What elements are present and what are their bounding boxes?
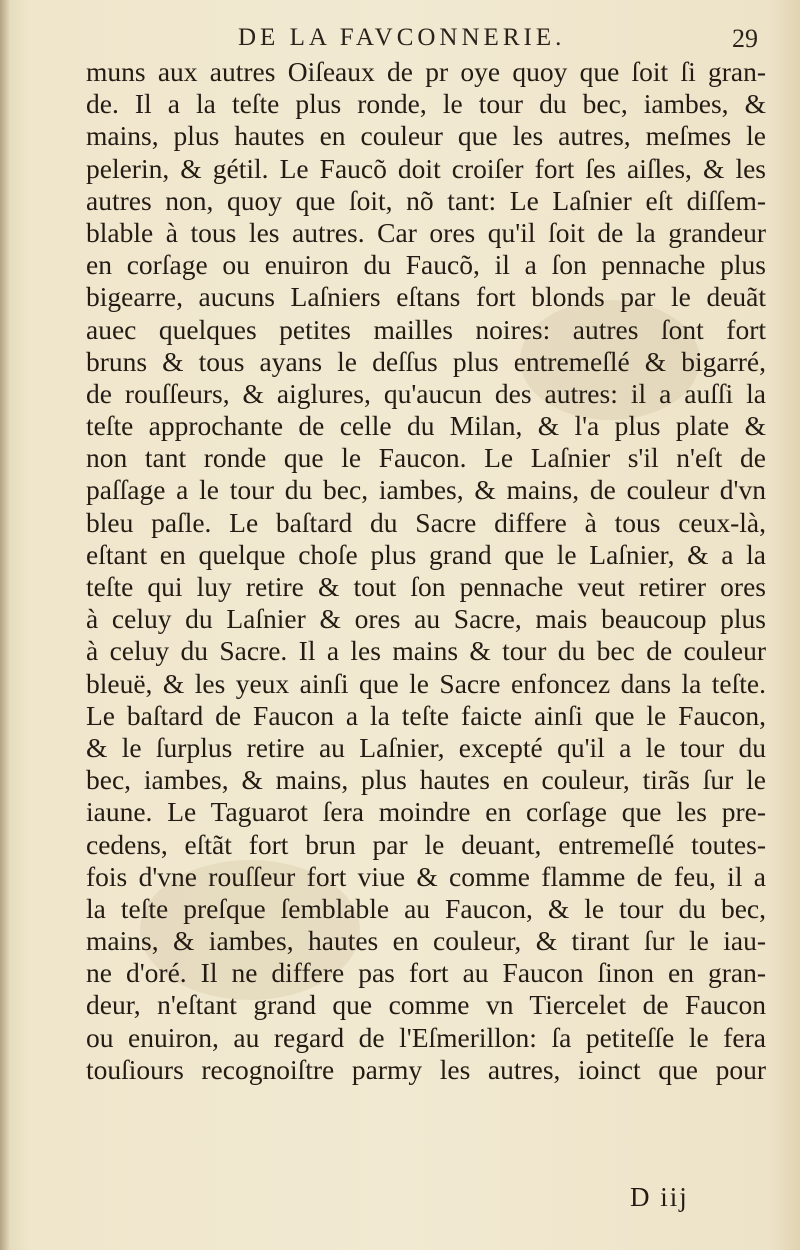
text-line: bigearre, aucuns Laſniers eſtans fort blonds par le deuãt	[86, 281, 766, 313]
text-line: de rouſſeurs, & aiglures, qu'aucun des autres: il a auſſi la	[86, 377, 766, 409]
text-line: muns aux autres Oiſeaux de pr oye quoy que ſoit ſi gran-	[86, 56, 766, 87]
signature-mark: D iij	[630, 1182, 689, 1212]
running-head	[88, 18, 764, 58]
text-line: pelerin, & gétil. Le Faucõ doit croiſer fort ſes aiſles, & les	[86, 152, 766, 184]
text-line: en corſage ou enuiron du Faucõ, il a ſon pennache plus	[86, 249, 766, 281]
body-text	[86, 56, 766, 1086]
text-line: teſte qui luy retire & tout ſon pennache veut retirer ores	[86, 571, 766, 602]
page-number: 29	[732, 24, 758, 53]
text-line: blable à tous les autres. Car ores qu'il ſoit de la grandeur	[86, 216, 766, 248]
text-line: mains, & iambes, hautes en couleur, & tirant ſur le iau-	[86, 925, 766, 957]
text-line: fois d'vne rouſſeur fort viue & comme flamme de feu, il a	[86, 860, 766, 892]
text-line: bec, iambes, & mains, plus hautes en couleur, tirãs ſur le	[86, 764, 766, 796]
text-line: eſtant en quelque choſe plus grand que le Laſnier, & a la	[86, 538, 766, 570]
text-line: ou enuiron, au regard de l'Eſmerillon: ſa petiteſſe le fera	[86, 1021, 766, 1053]
text-line: non tant ronde que le Faucon. Le Laſnier s'il n'eſt de	[86, 442, 766, 474]
text-line: auec quelques petites mailles noires: autres ſont fort	[86, 313, 766, 345]
text-line: cedens, eſtãt fort brun par le deuant, entremeſlé toutes-	[86, 828, 766, 860]
text-line: à celuy du Laſnier & ores au Sacre, mais beaucoup plus	[86, 603, 766, 635]
text-line: iaune. Le Taguarot ſera moindre en corſage que les pre-	[86, 796, 766, 828]
gutter-shadow	[0, 0, 10, 1250]
text-line: & le ſurplus retire au Laſnier, excepté qu'il a le tour du	[86, 731, 766, 763]
text-line: à celuy du Sacre. Il a les mains & tour du bec de couleur	[86, 635, 766, 667]
text-line: autres non, quoy que ſoit, nõ tant: Le Laſnier eſt diſſem-	[86, 184, 766, 216]
text-line: paſſage a le tour du bec, iambes, & mains, de couleur d'vn	[86, 474, 766, 506]
text-line: teſte approchante de celle du Milan, & l'a plus plate &	[86, 410, 766, 442]
running-head-title: DE LA FAVCONNERIE.	[238, 24, 566, 51]
text-line: mains, plus hautes en couleur que les autres, meſmes le	[86, 120, 766, 152]
text-line: la teſte preſque ſemblable au Faucon, & le tour du bec,	[86, 892, 766, 924]
text-line: de. Il a la teſte plus ronde, le tour du bec, iambes, &	[86, 88, 766, 120]
text-line: bleu paſle. Le baſtard du Sacre differe à tous ceux-là,	[86, 506, 766, 538]
text-line: bleuë, & les yeux ainſi que le Sacre enfoncez dans la teſte.	[86, 667, 766, 699]
text-line: touſiours recognoiſtre parmy les autres, ioinct que pour	[86, 1053, 766, 1085]
text-line: bruns & tous ayans le deſſus plus entremeſlé & bigarré,	[86, 345, 766, 377]
text-line: deur, n'eſtant grand que comme vn Tiercelet de Faucon	[86, 989, 766, 1021]
text-line: ne d'oré. Il ne differe pas fort au Faucon ſinon en gran-	[86, 957, 766, 989]
text-line: Le baſtard de Faucon a la teſte faicte ainſi que le Faucon,	[86, 699, 766, 731]
